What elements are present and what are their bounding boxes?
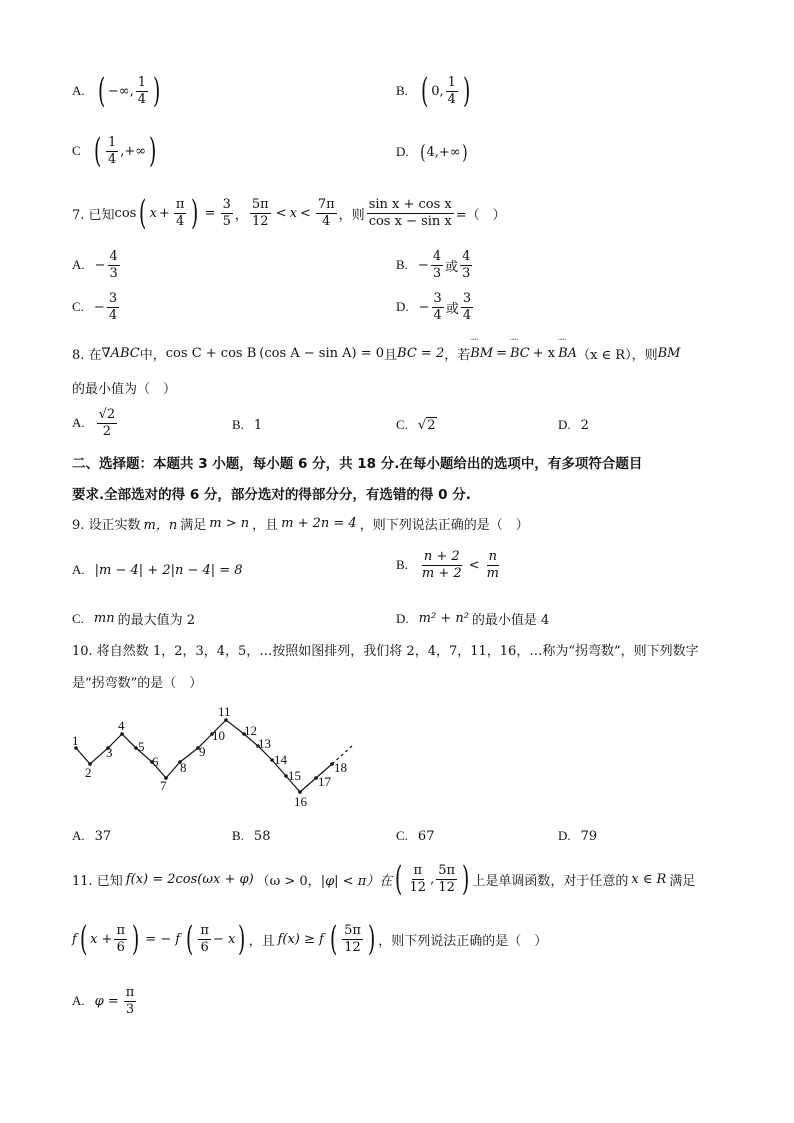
q10-option-d[interactable]: D. 79 [558,828,598,844]
zigzag-number-label: 18 [334,760,347,775]
option-label: D. [396,144,409,159]
question-11-line2: f ( x + $\frac{\pi}{6}$ ) = − f ( $\frac{\pi}{6}$ − x ) ，且 f(x) ≥ f ( $\frac{5\pi}{12}$ ) ，则下列说法正确的是（ ） [72,919,548,959]
q10-option-c[interactable]: C. 67 [396,828,435,844]
fraction: $\frac{5\pi}{12}$ [251,196,269,229]
q7-option-c[interactable]: C. − $\frac{3}{4}$ [72,291,118,323]
fraction: $\frac{1}{4}$ [447,74,456,107]
zigzag-number-label: 3 [106,745,113,760]
q9-option-a[interactable]: A. |m − 4| + 2|n − 4| = 8 [72,562,243,578]
q9-option-c[interactable]: C. mn 的最大值为 2 [72,610,196,628]
fraction: $\frac{3}{5}$ [222,196,231,229]
zigzag-number-label: 16 [294,794,307,809]
q8-option-b[interactable]: B. 1 [232,417,263,433]
option-value: 4,+∞ [426,144,461,160]
q10-option-b[interactable]: B. 58 [232,828,271,844]
zigzag-number-label: 14 [274,752,287,767]
q7-option-b[interactable]: B. − $\frac{4}{3}$ 或 $\frac{4}{3}$ [396,249,471,281]
zigzag-number-label: 12 [244,723,257,738]
q6-option-b[interactable]: B. ( 0, $\frac{1}{4}$ ) [396,71,471,111]
question-11-line1: 11. 已知 f(x) = 2cos(ωx + φ) （ω > 0， |φ| < π）在 ( $\frac{\pi}{12}$ , $\frac{5\pi}{12}$ ) 上是单调函数，对于任意的 x ∈ R 满足 [72,859,696,899]
question-7-stem: 7. 已知 cos ( x + $\frac{\pi}{4}$ ) = $\frac{3}{5}$ ， $\frac{5\pi}{12}$ < x < $\frac{7\pi}{4}$ ，则 $\frac{\text{sin x + cos x}}{\text{cos x − sin x}}$ =（ ） [72,193,506,233]
fraction: $\frac{\text{sin x + cos x}}{\text{cos x − sin x}}$ [368,196,452,229]
q8-option-c[interactable]: C. √ 2 [396,417,436,433]
zigzag-figure [60,700,370,812]
option-value: ,+∞ [120,143,147,159]
section-2-heading-line2: 要求.全部选对的得 6 分，部分选对的得部分分，有选错的得 0 分. [72,487,471,503]
q6-option-d[interactable]: D. ( 4,+∞ ) [396,140,468,164]
fraction: $\frac{\pi}{4}$ [175,196,185,229]
zigzag-number-label: 9 [199,744,206,759]
option-label: C [72,143,81,158]
zigzag-number-label: 4 [118,718,125,733]
zigzag-number-label: 5 [138,739,145,754]
question-9-stem: 9. 设正实数 m，n 满足 m > n ，且 m + 2n = 4 ，则下列说法正确的是（ ） [72,516,529,533]
zigzag-number-label: 6 [152,754,159,769]
option-value: 0, [431,83,444,99]
q7-option-d[interactable]: D. − $\frac{3}{4}$ 或 $\frac{3}{4}$ [396,291,472,323]
zigzag-number-label: 15 [288,768,301,783]
fraction: $\frac{1}{4}$ [137,74,147,107]
option-label: B. [396,83,408,98]
q7-option-a[interactable]: A. − $\frac{4}{3}$ [72,249,118,281]
fraction: $\frac{1}{4}$ [107,134,117,167]
zigzag-number-label: 13 [258,736,271,751]
q8-option-a[interactable]: A. $\frac{√2}{2}$ [72,407,116,439]
zigzag-number-label: 10 [212,728,225,743]
question-10-line1: 10. 将自然数 1，2，3，4，5，…按照如图排列，我们将 2，4，7，11，16，…称为“拐弯数”，则下列数字 [72,644,699,659]
q6-option-c[interactable]: C ( $\frac{1}{4}$ ,+∞ ) [72,131,157,171]
fraction: $\frac{7\pi}{4}$ [317,196,335,229]
section-2-heading-line1: 二、选择题：本题共 3 小题，每小题 6 分，共 18 分.在每小题给出的选项中，有多项符合题目 [72,456,643,472]
option-value: −∞, [107,83,134,99]
zigzag-number-label: 8 [180,760,187,775]
q11-option-a[interactable]: A. φ = $\frac{\pi}{3}$ [72,985,135,1017]
q6-option-a[interactable]: A. ( −∞, $\frac{1}{4}$ ) [72,71,161,111]
question-8-stem: 8. 在 ∇ ABC 中， cos C + cos B (cos A − sin A) = 0 且 BC = 2 ，若 ᵕᵕᵕ BM = ᵕᵕᵕ BC + x ᵕᵕᵕ BA （x ∈ R），则 BM [72,344,680,363]
option-label: A. [72,83,85,98]
zigzag-number-label: 1 [72,733,79,748]
zigzag-number-label: 7 [160,778,167,793]
q8-option-d[interactable]: D. 2 [558,417,589,433]
question-8-line2: 的最小值为（ ） [72,382,177,397]
q9-option-b[interactable]: B. $\frac{n + 2}{m + 2}$ < $\frac{n}{m}$ [396,549,499,581]
q9-option-d[interactable]: D. m² + n² 的最小值是 4 [396,610,550,628]
question-10-line2: 是“拐弯数”的是（ ） [72,676,203,691]
zigzag-number-label: 11 [218,704,231,719]
zigzag-number-label: 2 [85,765,92,780]
q10-option-a[interactable]: A. 37 [72,828,112,844]
zigzag-number-label: 17 [318,774,331,789]
